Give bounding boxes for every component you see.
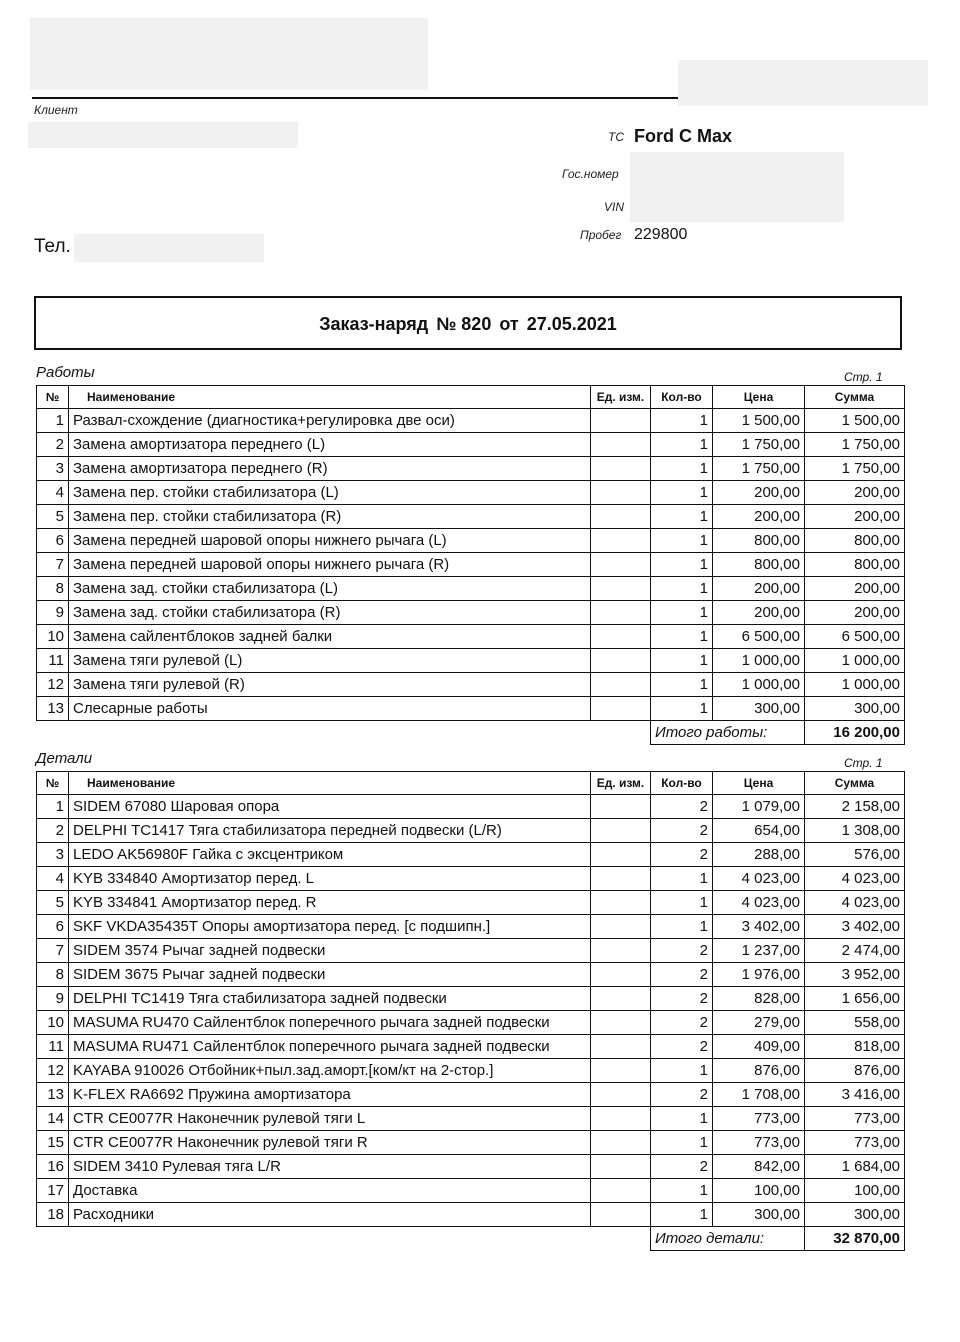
- vin-label: VIN: [604, 200, 625, 214]
- row-qty: 1: [651, 529, 713, 553]
- row-sum: 200,00: [805, 577, 905, 601]
- row-number: 17: [37, 1179, 69, 1203]
- row-name: SIDEM 67080 Шаровая опора: [69, 795, 591, 819]
- row-name: CTR CE0077R Наконечник рулевой тяги L: [69, 1107, 591, 1131]
- row-name: Доставка: [69, 1179, 591, 1203]
- row-sum: 1 750,00: [805, 457, 905, 481]
- table-row: [37, 963, 905, 987]
- row-number: 1: [37, 409, 69, 433]
- row-sum: 818,00: [805, 1035, 905, 1059]
- row-sum: 2 158,00: [805, 795, 905, 819]
- row-qty: 2: [651, 843, 713, 867]
- row-unit: [591, 529, 651, 553]
- row-price: 876,00: [713, 1059, 805, 1083]
- row-sum: 6 500,00: [805, 625, 905, 649]
- row-unit: [591, 625, 651, 649]
- row-price: 654,00: [713, 819, 805, 843]
- row-unit: [591, 1059, 651, 1083]
- row-qty: 2: [651, 795, 713, 819]
- tc-value: Ford C Max: [634, 126, 733, 146]
- table-row: [37, 625, 905, 649]
- row-qty: 2: [651, 987, 713, 1011]
- row-price: 1 708,00: [713, 1083, 805, 1107]
- row-sum: 4 023,00: [805, 867, 905, 891]
- row-name: SIDEM 3410 Рулевая тяга L/R: [69, 1155, 591, 1179]
- redacted-company-right: [678, 60, 928, 106]
- row-name: Слесарные работы: [69, 697, 591, 721]
- row-price: 1 079,00: [713, 795, 805, 819]
- row-qty: 1: [651, 433, 713, 457]
- row-price: 200,00: [713, 577, 805, 601]
- row-unit: [591, 795, 651, 819]
- row-number: 4: [37, 481, 69, 505]
- row-unit: [591, 867, 651, 891]
- row-price: 100,00: [713, 1179, 805, 1203]
- table-row: [37, 409, 905, 433]
- row-sum: 876,00: [805, 1059, 905, 1083]
- row-name: KYB 334840 Амортизатор перед. L: [69, 867, 591, 891]
- parts-section-label: Детали: [36, 750, 93, 767]
- row-qty: 1: [651, 867, 713, 891]
- row-unit: [591, 409, 651, 433]
- row-number: 9: [37, 987, 69, 1011]
- row-name: CTR CE0077R Наконечник рулевой тяги R: [69, 1131, 591, 1155]
- row-number: 10: [37, 1011, 69, 1035]
- row-sum: 1 500,00: [805, 409, 905, 433]
- row-price: 1 750,00: [713, 457, 805, 481]
- row-qty: 1: [651, 1179, 713, 1203]
- row-number: 18: [37, 1203, 69, 1227]
- row-price: 300,00: [713, 1203, 805, 1227]
- row-price: 409,00: [713, 1035, 805, 1059]
- row-price: 1 500,00: [713, 409, 805, 433]
- row-sum: 1 750,00: [805, 433, 905, 457]
- redacted-client-name: [28, 122, 298, 148]
- row-sum: 1 000,00: [805, 673, 905, 697]
- row-qty: 1: [651, 505, 713, 529]
- table-row: [37, 601, 905, 625]
- row-price: 288,00: [713, 843, 805, 867]
- row-unit: [591, 939, 651, 963]
- row-number: 6: [37, 529, 69, 553]
- row-unit: [591, 963, 651, 987]
- row-unit: [591, 1035, 651, 1059]
- row-name: Замена пер. стойки стабилизатора (R): [69, 505, 591, 529]
- total-label: Итого работы:: [651, 721, 805, 745]
- table-row: [37, 1203, 905, 1227]
- row-sum: 300,00: [805, 697, 905, 721]
- row-name: KAYABA 910026 Отбойник+пыл.зад.аморт.[ком/кт на 2-стор.]: [69, 1059, 591, 1083]
- table-row: [37, 795, 905, 819]
- row-qty: 2: [651, 1011, 713, 1035]
- row-unit: [591, 505, 651, 529]
- row-unit: [591, 553, 651, 577]
- table-row: [37, 457, 905, 481]
- total-spacer: [37, 721, 651, 745]
- row-unit: [591, 601, 651, 625]
- row-price: 4 023,00: [713, 867, 805, 891]
- row-sum: 773,00: [805, 1107, 905, 1131]
- row-price: 1 750,00: [713, 433, 805, 457]
- row-qty: 1: [651, 1059, 713, 1083]
- parts-header-row: [37, 772, 905, 795]
- row-name: DELPHI TC1417 Тяга стабилизатора передней подвески (L/R): [69, 819, 591, 843]
- row-number: 8: [37, 577, 69, 601]
- parts-page-label: Стр. 1: [844, 756, 883, 770]
- row-name: Замена сайлентблоков задней балки: [69, 625, 591, 649]
- row-name: Замена тяги рулевой (R): [69, 673, 591, 697]
- table-row: [37, 867, 905, 891]
- table-row: [37, 939, 905, 963]
- row-price: 279,00: [713, 1011, 805, 1035]
- row-qty: 1: [651, 1203, 713, 1227]
- row-price: 300,00: [713, 697, 805, 721]
- row-number: 5: [37, 891, 69, 915]
- row-unit: [591, 433, 651, 457]
- total-row: [37, 721, 905, 745]
- row-price: 773,00: [713, 1131, 805, 1155]
- col-header-sum: Сумма: [805, 386, 905, 409]
- row-price: 1 237,00: [713, 939, 805, 963]
- row-price: 773,00: [713, 1107, 805, 1131]
- row-number: 14: [37, 1107, 69, 1131]
- row-unit: [591, 915, 651, 939]
- row-qty: 1: [651, 915, 713, 939]
- row-qty: 1: [651, 891, 713, 915]
- row-name: Замена амортизатора переднего (L): [69, 433, 591, 457]
- table-row: [37, 1107, 905, 1131]
- col-header-qty: Кол-во: [651, 386, 713, 409]
- row-price: 200,00: [713, 481, 805, 505]
- row-number: 2: [37, 433, 69, 457]
- total-row: [37, 1227, 905, 1251]
- row-qty: 2: [651, 1083, 713, 1107]
- row-name: Замена тяги рулевой (L): [69, 649, 591, 673]
- row-name: Расходники: [69, 1203, 591, 1227]
- table-row: [37, 1011, 905, 1035]
- row-number: 6: [37, 915, 69, 939]
- row-price: 3 402,00: [713, 915, 805, 939]
- row-unit: [591, 1107, 651, 1131]
- order-title-box: [34, 296, 902, 350]
- order-number: № 820: [436, 314, 492, 334]
- row-price: 842,00: [713, 1155, 805, 1179]
- table-row: [37, 577, 905, 601]
- row-unit: [591, 1083, 651, 1107]
- col-header-name: Наименование: [69, 386, 591, 409]
- table-row: [37, 529, 905, 553]
- row-number: 16: [37, 1155, 69, 1179]
- row-sum: 800,00: [805, 553, 905, 577]
- row-price: 200,00: [713, 601, 805, 625]
- row-qty: 2: [651, 1035, 713, 1059]
- table-row: [37, 1035, 905, 1059]
- total-spacer: [37, 1227, 651, 1251]
- header-divider: [32, 97, 678, 99]
- row-qty: 2: [651, 1155, 713, 1179]
- row-unit: [591, 577, 651, 601]
- row-name: Замена зад. стойки стабилизатора (L): [69, 577, 591, 601]
- total-value: 32 870,00: [805, 1227, 905, 1251]
- row-sum: 1 656,00: [805, 987, 905, 1011]
- col-header-qty: Кол-во: [651, 772, 713, 795]
- row-name: Замена передней шаровой опоры нижнего рычага (L): [69, 529, 591, 553]
- col-header-unit: Ед. изм.: [591, 386, 651, 409]
- row-sum: 1 000,00: [805, 649, 905, 673]
- redacted-phone: [74, 234, 264, 262]
- table-row: [37, 553, 905, 577]
- row-sum: 773,00: [805, 1131, 905, 1155]
- col-header-unit: Ед. изм.: [591, 772, 651, 795]
- row-name: Замена зад. стойки стабилизатора (R): [69, 601, 591, 625]
- row-sum: 558,00: [805, 1011, 905, 1035]
- row-name: KYB 334841 Амортизатор перед. R: [69, 891, 591, 915]
- row-qty: 1: [651, 1131, 713, 1155]
- row-sum: 3 952,00: [805, 963, 905, 987]
- row-qty: 2: [651, 963, 713, 987]
- row-price: 828,00: [713, 987, 805, 1011]
- row-sum: 3 416,00: [805, 1083, 905, 1107]
- table-row: [37, 891, 905, 915]
- row-name: LEDO AK56980F Гайка с эксцентриком: [69, 843, 591, 867]
- row-unit: [591, 697, 651, 721]
- table-row: [37, 433, 905, 457]
- table-row: [37, 915, 905, 939]
- row-sum: 200,00: [805, 481, 905, 505]
- table-row: [37, 1083, 905, 1107]
- row-qty: 1: [651, 673, 713, 697]
- row-qty: 1: [651, 457, 713, 481]
- row-number: 1: [37, 795, 69, 819]
- row-name: Замена передней шаровой опоры нижнего рычага (R): [69, 553, 591, 577]
- total-label: Итого детали:: [651, 1227, 805, 1251]
- row-number: 12: [37, 1059, 69, 1083]
- client-label: Клиент: [34, 103, 78, 117]
- mileage-value: 229800: [634, 226, 688, 243]
- row-sum: 200,00: [805, 601, 905, 625]
- redacted-plate-vin: [630, 152, 844, 222]
- row-price: 200,00: [713, 505, 805, 529]
- row-sum: 300,00: [805, 1203, 905, 1227]
- row-qty: 1: [651, 577, 713, 601]
- table-row: [37, 1059, 905, 1083]
- row-qty: 2: [651, 939, 713, 963]
- row-unit: [591, 457, 651, 481]
- table-row: [37, 1179, 905, 1203]
- works-page-label: Стр. 1: [844, 370, 883, 384]
- row-number: 12: [37, 673, 69, 697]
- row-number: 13: [37, 1083, 69, 1107]
- row-sum: 1 684,00: [805, 1155, 905, 1179]
- row-name: SIDEM 3675 Рычаг задней подвески: [69, 963, 591, 987]
- row-number: 7: [37, 939, 69, 963]
- table-row: [37, 481, 905, 505]
- parts-table: [36, 771, 905, 1251]
- row-name: DELPHI TC1419 Тяга стабилизатора задней подвески: [69, 987, 591, 1011]
- row-price: 6 500,00: [713, 625, 805, 649]
- col-header-num: №: [37, 772, 69, 795]
- phone-label: Тел.: [34, 236, 71, 257]
- row-unit: [591, 1131, 651, 1155]
- table-row: [37, 1155, 905, 1179]
- table-row: [37, 819, 905, 843]
- row-qty: 2: [651, 819, 713, 843]
- row-name: K-FLEX RA6692 Пружина амортизатора: [69, 1083, 591, 1107]
- table-row: [37, 697, 905, 721]
- mileage-label: Пробег: [580, 228, 622, 242]
- row-number: 3: [37, 457, 69, 481]
- row-name: SKF VKDA35435T Опоры амортизатора перед. [с подшипн.]: [69, 915, 591, 939]
- row-name: SIDEM 3574 Рычаг задней подвески: [69, 939, 591, 963]
- row-number: 11: [37, 649, 69, 673]
- row-sum: 800,00: [805, 529, 905, 553]
- row-sum: 3 402,00: [805, 915, 905, 939]
- works-section-label: Работы: [36, 364, 95, 381]
- row-qty: 1: [651, 697, 713, 721]
- row-unit: [591, 1179, 651, 1203]
- order-from: от: [499, 314, 519, 334]
- row-price: 1 976,00: [713, 963, 805, 987]
- table-row: [37, 1131, 905, 1155]
- row-unit: [591, 1011, 651, 1035]
- row-sum: 2 474,00: [805, 939, 905, 963]
- table-row: [37, 505, 905, 529]
- row-unit: [591, 891, 651, 915]
- order-title: [36, 314, 900, 335]
- row-qty: 1: [651, 601, 713, 625]
- row-unit: [591, 1155, 651, 1179]
- row-unit: [591, 843, 651, 867]
- order-date: 27.05.2021: [526, 314, 617, 334]
- row-qty: 1: [651, 481, 713, 505]
- row-price: 800,00: [713, 529, 805, 553]
- row-price: 1 000,00: [713, 649, 805, 673]
- row-number: 5: [37, 505, 69, 529]
- total-value: 16 200,00: [805, 721, 905, 745]
- row-unit: [591, 649, 651, 673]
- row-number: 4: [37, 867, 69, 891]
- row-unit: [591, 673, 651, 697]
- row-number: 3: [37, 843, 69, 867]
- col-header-price: Цена: [713, 772, 805, 795]
- row-name: Замена амортизатора переднего (R): [69, 457, 591, 481]
- row-name: MASUMA RU470 Сайлентблок поперечного рычага задней подвески: [69, 1011, 591, 1035]
- row-number: 8: [37, 963, 69, 987]
- row-number: 10: [37, 625, 69, 649]
- row-qty: 1: [651, 553, 713, 577]
- col-header-num: №: [37, 386, 69, 409]
- plate-label: Гос.номер: [562, 167, 619, 181]
- row-qty: 1: [651, 1107, 713, 1131]
- table-row: [37, 843, 905, 867]
- row-unit: [591, 1203, 651, 1227]
- row-qty: 1: [651, 625, 713, 649]
- row-sum: 200,00: [805, 505, 905, 529]
- row-sum: 100,00: [805, 1179, 905, 1203]
- table-row: [37, 987, 905, 1011]
- works-table: [36, 385, 905, 745]
- order-title-word: Заказ-наряд: [319, 314, 429, 334]
- row-name: Развал-схождение (диагностика+регулировка две оси): [69, 409, 591, 433]
- table-row: [37, 649, 905, 673]
- row-unit: [591, 987, 651, 1011]
- row-sum: 4 023,00: [805, 891, 905, 915]
- row-number: 15: [37, 1131, 69, 1155]
- table-row: [37, 673, 905, 697]
- tc-label: ТС: [608, 130, 624, 144]
- row-number: 9: [37, 601, 69, 625]
- row-unit: [591, 819, 651, 843]
- row-number: 2: [37, 819, 69, 843]
- row-unit: [591, 481, 651, 505]
- col-header-price: Цена: [713, 386, 805, 409]
- row-sum: 1 308,00: [805, 819, 905, 843]
- row-number: 7: [37, 553, 69, 577]
- row-name: MASUMA RU471 Сайлентблок поперечного рычага задней подвески: [69, 1035, 591, 1059]
- col-header-sum: Сумма: [805, 772, 905, 795]
- col-header-name: Наименование: [69, 772, 591, 795]
- redacted-company-block: [30, 18, 428, 90]
- row-price: 1 000,00: [713, 673, 805, 697]
- row-qty: 1: [651, 409, 713, 433]
- row-number: 13: [37, 697, 69, 721]
- works-header-row: [37, 386, 905, 409]
- row-number: 11: [37, 1035, 69, 1059]
- row-sum: 576,00: [805, 843, 905, 867]
- row-price: 4 023,00: [713, 891, 805, 915]
- row-name: Замена пер. стойки стабилизатора (L): [69, 481, 591, 505]
- row-qty: 1: [651, 649, 713, 673]
- row-price: 800,00: [713, 553, 805, 577]
